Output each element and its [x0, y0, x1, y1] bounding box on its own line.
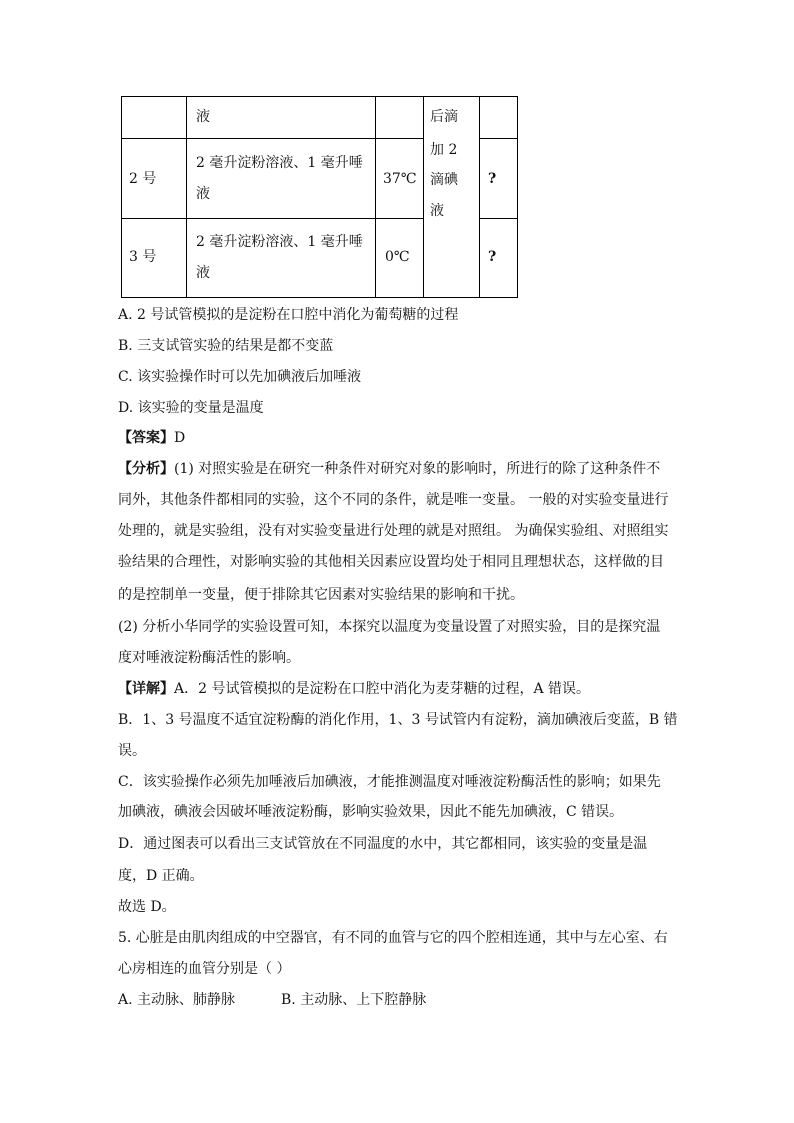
table-cell-reagent: 2 毫升淀粉溶液、1 毫升唾: [196, 155, 363, 171]
question-5-option-b: B. 主动脉、上下腔静脉: [281, 992, 427, 1008]
table-cell-reagent: 2 毫升淀粉溶液、1 毫升唾: [196, 234, 363, 250]
experiment-table: [0, 0, 794, 300]
table-col-border: [517, 96, 518, 298]
table-cell-method: 滴碘: [430, 172, 458, 188]
table-col-border: [375, 96, 376, 298]
detail-line: C．该实验操作必须先加唾液后加碘液，才能推测温度对唾液淀粉酶活性的影响；如果先: [118, 774, 661, 790]
table-cell-result: ?: [488, 171, 497, 187]
table-top-border: [121, 96, 518, 97]
answer-label: 【答案】: [118, 430, 174, 446]
detail-line: D．通过图表可以看出三支试管放在不同温度的水中，其它都相同，该实验的变量是温: [118, 836, 648, 852]
detail-conclusion: 故选 D。: [118, 899, 176, 915]
table-cell-reagent: 液: [196, 109, 210, 125]
analysis-line: 的是控制单一变量，便于排除其它因素对实验结果的影响和干扰。: [118, 587, 524, 603]
detail-line: 误。: [118, 743, 146, 759]
answer-line: [118, 428, 185, 448]
table-cell-tube: 2 号: [129, 171, 157, 187]
option-d: D. 该实验的变量是温度: [118, 400, 264, 416]
table-cell-method: 液: [430, 203, 444, 219]
option-b: B. 三支试管实验的结果是都不变蓝: [118, 338, 334, 354]
analysis-text: (1) 对照实验是在研究一种条件对研究对象的影响时，所进行的除了这种条件不: [174, 461, 661, 477]
analysis-line: [118, 459, 660, 479]
table-row-divider: [121, 138, 423, 139]
table-bottom-border: [121, 297, 518, 298]
analysis-line: 处理的，就是实验组，没有对实验变量进行处理的就是对照组。 为确保实验组、对照组实: [118, 523, 669, 539]
option-a: A. 2 号试管模拟的是淀粉在口腔中消化为葡萄糖的过程: [118, 307, 459, 323]
analysis-line: 度对唾液淀粉酶活性的影响。: [118, 650, 300, 666]
table-cell-method: 加 2: [430, 142, 458, 158]
table-col-border: [186, 96, 187, 298]
analysis-label: 【分析】: [118, 461, 174, 477]
analysis-line: 同外，其他条件都相同的实验，这个不同的条件，就是唯一变量。 一般的对实验变量进行: [118, 492, 669, 508]
table-cell-temp: 0℃: [385, 249, 410, 265]
table-col-border: [423, 96, 424, 298]
detail-line: [118, 679, 590, 699]
table-row-divider: [121, 218, 423, 219]
option-c: C. 该实验操作时可以先加碘液后加唾液: [118, 369, 362, 385]
table-row-divider: [479, 218, 518, 219]
detail-label: 【详解】: [118, 681, 174, 697]
question-5-stem: 心房相连的血管分别是（ ）: [118, 961, 291, 977]
question-5-stem: 5. 心脏是由肌肉组成的中空器官，有不同的血管与它的四个腔相连通，其中与左心室、右: [118, 930, 668, 946]
table-col-border: [121, 96, 122, 298]
answer-value: D: [174, 430, 186, 446]
detail-text: A．2 号试管模拟的是淀粉在口腔中消化为麦芽糖的过程，A 错误。: [174, 681, 591, 697]
table-cell-reagent: 液: [196, 265, 210, 281]
table-cell-temp: 37℃: [383, 171, 417, 187]
table-cell-tube: 3 号: [129, 249, 157, 265]
table-col-border: [479, 96, 480, 298]
analysis-line: 验结果的合理性，对影响实验的其他相关因素应设置均处于相同且理想状态，这样做的目: [118, 554, 664, 570]
detail-line: 度，D 正确。: [118, 868, 204, 884]
analysis-line: (2) 分析小华同学的实验设置可知，本探究以温度为变量设置了对照实验，目的是探究温: [118, 619, 661, 635]
detail-line: B．1、3 号温度不适宜淀粉酶的消化作用，1、3 号试管内有淀粉，滴加碘液后变蓝，B 错: [118, 712, 678, 728]
question-5-option-a: A. 主动脉、肺静脉: [118, 992, 236, 1008]
table-cell-reagent: 液: [196, 186, 210, 202]
detail-line: 加碘液，碘液会因破坏唾液淀粉酶，影响实验效果，因此不能先加碘液，C 错误。: [118, 804, 624, 820]
table-row-divider: [479, 138, 518, 139]
table-cell-result: ?: [488, 249, 497, 265]
table-cell-method: 后滴: [430, 109, 458, 125]
